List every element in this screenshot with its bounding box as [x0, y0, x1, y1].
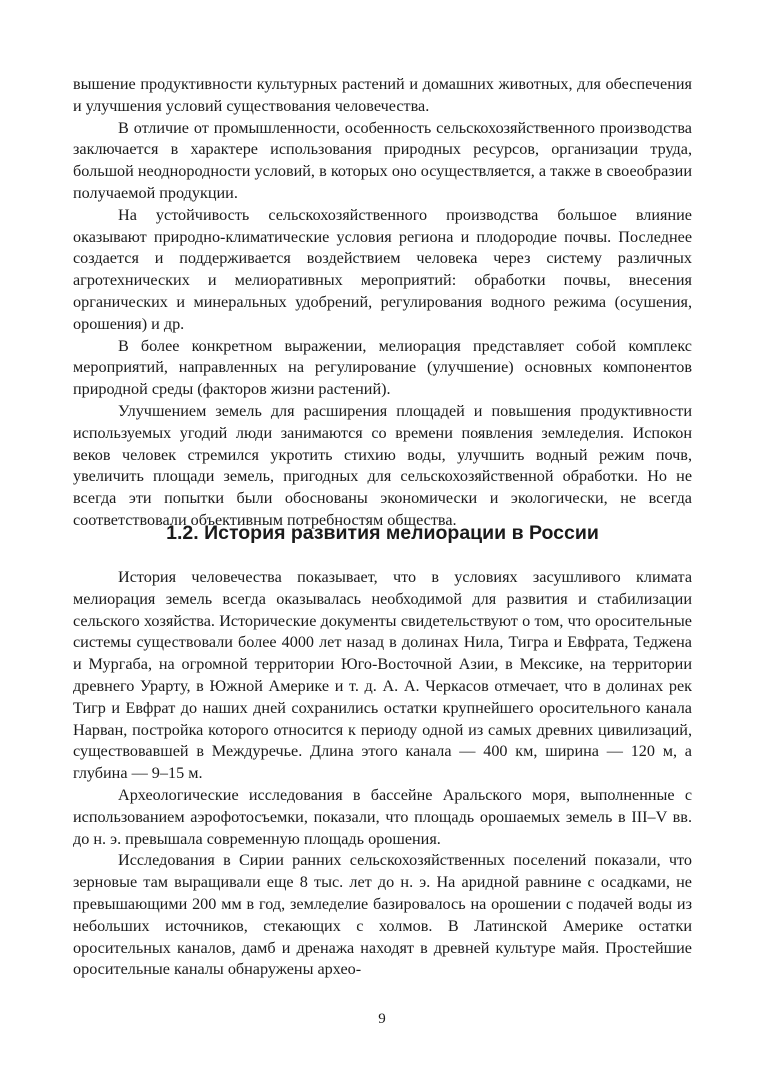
- text-block-top: [73, 74, 692, 532]
- paragraph: На устойчивость сельскохозяйственного производства большое влияние оказывают природно-климатические условия региона и плодородие почвы. Последнее создается и поддерживается воздействием человека через систему различных агротехнических и мелиоративных мероприятий: обработки почвы, внесения органических и минеральных удобрений, регулирования водного режима (осушения, орошения) и др.: [73, 205, 692, 333]
- paragraph: История человечества показывает, что в условиях засушливого климата мелиорация земель всегда оказывалась необходимой для развития и стабилизации сельского хозяйства. Исторические документы свидетельствуют о том, что оросительные системы существовали более 4000 лет назад в долинах Нила, Тигра и Евфрата, Теджена и Мургаба, на огромной территории Юго-Восточной Азии, в Мексике, на территории древнего Урарту, в Южной Америке и т. д. А. А. Черкасов отмечает, что в долинах рек Тигр и Евфрат до наших дней сохранились остатки крупнейшего оросительного канала Нарван, постройка которого относится к периоду одной из самых древних цивилизаций, существовавшей в Междуречье. Длина этого канала — 400 км, ширина — 120 м, а глубина — 9–15 м.: [73, 568, 692, 783]
- paragraph: Улучшением земель для расширения площадей и повышения продуктивности используемых угодий люди занимаются со времени появления земледелия. Испокон веков человек стремился укротить стихию воды, улучшить водный режим почв, увеличить площади земель, пригодных для сельскохозяйственной обработки. Но не всегда эти попытки были обоснованы экономически и экологически, не всегда соответствовали объективным потребностям общества.: [73, 401, 692, 529]
- section-heading: 1.2. История развития мелиорации в России: [166, 522, 599, 544]
- paragraph: Исследования в Сирии ранних сельскохозяйственных поселений показали, что зерновые там выращивали еще 8 тыс. лет до н. э. На аридной равнине с осадками, не превышающими 200 мм в год, земледелие базировалось на орошении с подачей воды из небольших источников, стекающих с холмов. В Латинской Америке остатки оросительных каналов, дамб и дренажа находят в древней культуре майя. Простейшие оросительные каналы обнаружены архео-: [73, 851, 692, 979]
- paragraph: В отличие от промышленности, особенность сельскохозяйственного производства заключается в характере использования природных ресурсов, организации труда, большой неоднородности условий, в которых оно осуществляется, а также в своеобразии получаемой продукции.: [73, 118, 692, 202]
- page-number: 9: [378, 1011, 386, 1027]
- text-block-bottom: [73, 567, 692, 981]
- paragraph: В более конкретном выражении, мелиорация представляет собой комплекс мероприятий, направленных на регулирование (улучшение) основных компонентов природной среды (факторов жизни растений).: [73, 336, 692, 399]
- paragraph-continuation: вышение продуктивности культурных растений и домашних животных, для обеспечения и улучшения условий существования человечества.: [73, 75, 692, 115]
- paragraph: Археологические исследования в бассейне Аральского моря, выполненные с использованием аэрофотосъемки, показали, что площадь орошаемых земель в III–V вв. до н. э. превышала современную площадь орошения.: [73, 785, 692, 848]
